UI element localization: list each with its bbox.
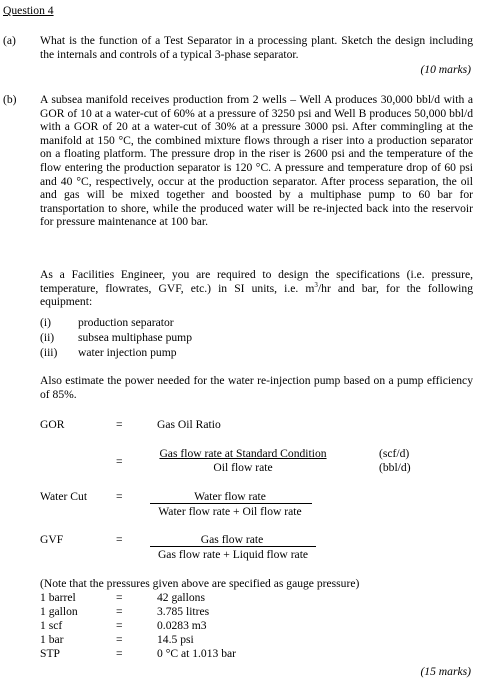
equals-sign: =: [116, 418, 123, 431]
part-b-marks: (15 marks): [420, 665, 471, 678]
equals-sign: =: [116, 605, 123, 618]
water-cut-numerator: Water flow rate: [194, 490, 266, 503]
equipment-item-text: water injection pump: [78, 346, 177, 359]
equals-sign: =: [116, 455, 123, 468]
gor-label: GOR: [40, 418, 65, 431]
equals-sign: =: [116, 633, 123, 646]
conversion-value: 0.0283 m3: [157, 619, 207, 632]
gor-denominator: Oil flow rate: [213, 461, 273, 474]
equals-sign: =: [116, 619, 123, 632]
conversion-unit: 1 barrel: [40, 591, 76, 604]
equals-sign: =: [116, 533, 123, 546]
part-b-paragraph-1: A subsea manifold receives production from 2 wells – Well A produces 30,000 bbl/d with a GOR of 10 at a water-cut of 60% at a pressure of 3250 psi and Well B produces 50,000 bbl/d with a GOR of 20 at a water-cut of 30% at a pressure 3000 psi. After commingling at the manifold at 150 °C, the combined mixture flows through a riser into a production separator on a floating platform. The pressure drop in the riser is 2600 psi and the temperature of the flow entering the production separator is 120 °C. A pressure and temperature drop of 60 psi and 40 °C, respectively, occur at the production separator. After process separation, the oil and gas will be mixed together and boosted by a multiphase pump to 60 bar for transportation to shore, while the produced water will be re-injected back into the reservoir for pressure maintenance at 100 bar.: [40, 93, 473, 229]
gor-name: Gas Oil Ratio: [157, 418, 221, 431]
gvf-fraction-bar: [150, 546, 316, 547]
conversion-unit: 1 bar: [40, 633, 64, 646]
equals-sign: =: [116, 591, 123, 604]
conversion-unit: 1 gallon: [40, 605, 78, 618]
conversion-value: 42 gallons: [157, 591, 205, 604]
part-b-label: (b): [3, 93, 17, 106]
conversion-value: 14.5 psi: [157, 633, 194, 646]
part-a-marks: (10 marks): [420, 63, 471, 76]
part-b-paragraph-2: As a Facilities Engineer, you are required to design the specifications (i.e. pressure, temperature, flowrates, GVF, etc.) in SI units, i.e. $m^3/hr$ and bar, for the following equipment:: [40, 268, 473, 309]
equals-sign: =: [116, 647, 123, 660]
equipment-item-num: (iii): [40, 346, 58, 359]
equals-sign: =: [116, 490, 123, 503]
equipment-item-text: production separator: [78, 316, 174, 329]
conversion-unit: STP: [40, 647, 60, 660]
gvf-numerator: Gas flow rate: [200, 533, 264, 546]
gor-numerator: Gas flow rate at Standard Condition: [159, 447, 327, 460]
gor-unit-numerator: (scf/d): [379, 447, 410, 460]
equipment-item-text: subsea multiphase pump: [78, 331, 192, 344]
conversion-unit: 1 scf: [40, 619, 63, 632]
part-b-paragraph-3: Also estimate the power needed for the water re-injection pump based on a pump efficiency of 85%.: [40, 374, 473, 401]
gor-unit-denominator: (bbl/d): [379, 461, 411, 474]
pressure-note: (Note that the pressures given above are specified as gauge pressure): [40, 577, 360, 590]
equipment-item-num: (ii): [40, 331, 55, 344]
part-a-label: (a): [3, 34, 16, 47]
water-cut-denominator: Water flow rate + Oil flow rate: [158, 505, 302, 518]
gvf-denominator: Gas flow rate + Liquid flow rate: [157, 548, 309, 561]
water-cut-fraction-bar: [150, 503, 312, 504]
part-a-text: What is the function of a Test Separator in a processing plant. Sketch the design including the internals and controls of a typical 3-phase separator.: [40, 34, 473, 61]
gvf-label: GVF: [40, 533, 64, 546]
equipment-item-num: (i): [40, 316, 51, 329]
water-cut-label: Water Cut: [40, 490, 88, 503]
question-heading: Question 4: [3, 4, 54, 17]
conversion-value: 0 °C at 1.013 bar: [157, 647, 237, 660]
conversion-value: 3.785 litres: [157, 605, 210, 618]
